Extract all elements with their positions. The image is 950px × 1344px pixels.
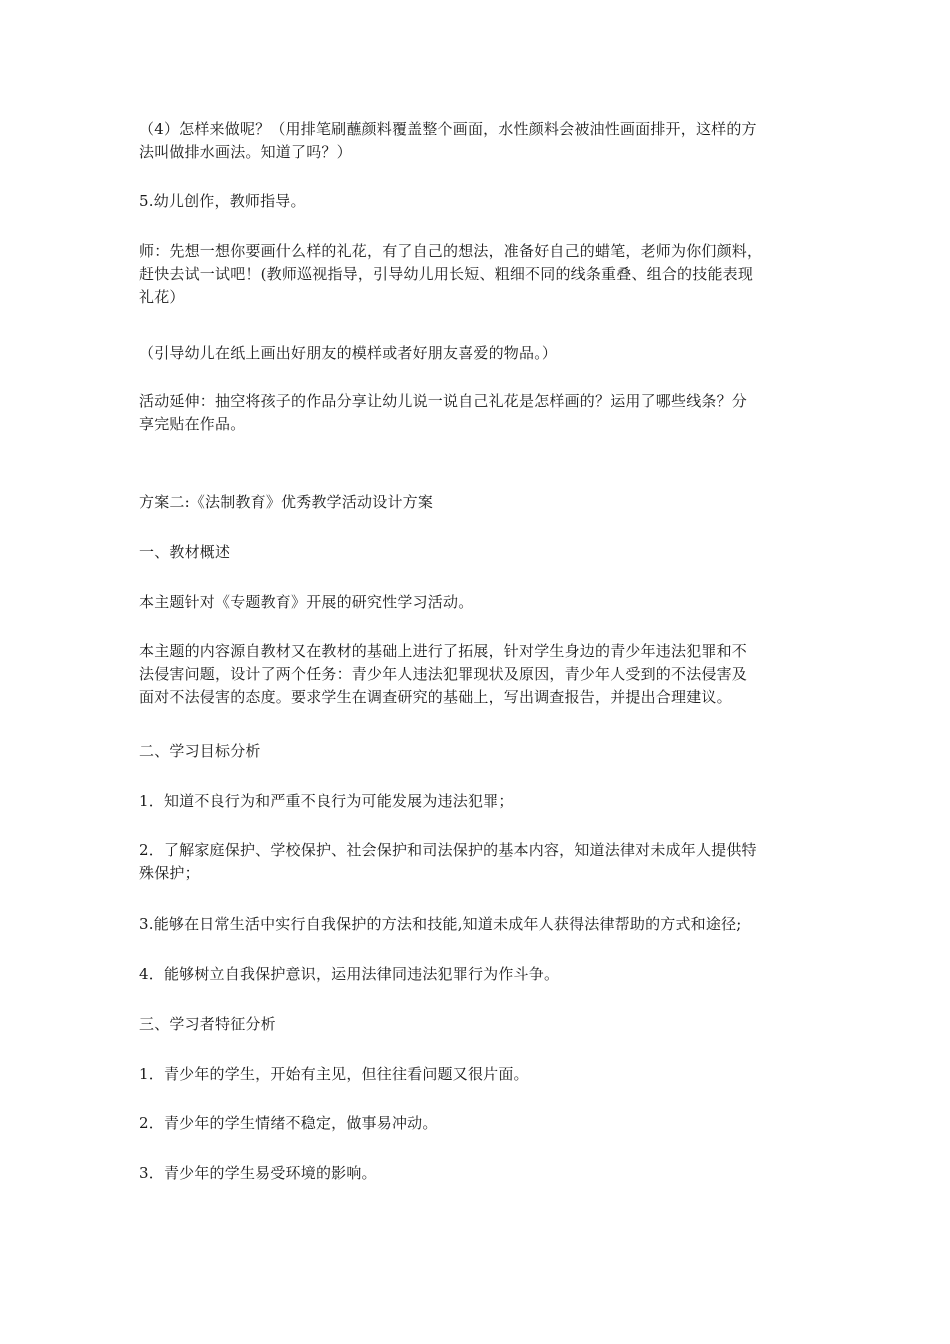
text-line: 二、学习目标分析 [139, 742, 261, 760]
heading-learning-objectives [139, 740, 814, 763]
text-line: 一、教材概述 [139, 543, 231, 561]
text-line: 殊保护； [139, 864, 200, 882]
text-line: 1．知道不良行为和严重不良行为可能发展为违法犯罪； [139, 792, 514, 810]
paragraph-theme-content [139, 640, 814, 709]
text-line: 礼花） [139, 288, 185, 306]
paragraph-activity-extension [139, 390, 814, 436]
text-line: 享完贴在作品。 [139, 415, 246, 433]
text-line: 师：先想一想你要画什么样的礼花，有了自己的想法，准备好自己的蜡笔，老师为你们颜料， [139, 242, 763, 260]
learner-item-2 [139, 1112, 814, 1135]
text-line: 法侵害问题，设计了两个任务：青少年人违法犯罪现状及原因，青少年人受到的不法侵害及 [139, 665, 748, 683]
paragraph-theme [139, 591, 814, 614]
text-line: （4）怎样来做呢？（用排笔刷蘸颜料覆盖整个画面，水性颜料会被油性画面排开，这样的方 [139, 120, 757, 138]
objective-item-4 [139, 963, 814, 986]
learner-item-3 [139, 1162, 814, 1185]
text-line: 活动延伸：抽空将孩子的作品分享让幼儿说一说自己礼花是怎样画的？运用了哪些线条？分 [139, 392, 748, 410]
learner-item-1 [139, 1063, 814, 1086]
paragraph-step-4 [139, 118, 814, 164]
text-line: 本主题的内容源自教材又在教材的基础上进行了拓展，针对学生身边的青少年违法犯罪和不 [139, 642, 748, 660]
objective-item-2 [139, 839, 814, 885]
text-line: 三、学习者特征分析 [139, 1015, 276, 1033]
paragraph-step-5 [139, 190, 814, 213]
text-line: 方案二:《法制教育》优秀教学活动设计方案 [139, 493, 434, 511]
text-line: 2．了解家庭保护、学校保护、社会保护和司法保护的基本内容，知道法律对未成年人提供特 [139, 841, 757, 859]
text-line: 法叫做排水画法。知道了吗？） [139, 143, 352, 161]
text-line: 2．青少年的学生情绪不稳定，做事易冲动。 [139, 1114, 438, 1132]
objective-item-3 [139, 913, 814, 936]
text-line: 3．青少年的学生易受环境的影响。 [139, 1164, 377, 1182]
text-line: 4．能够树立自我保护意识，运用法律同违法犯罪行为作斗争。 [139, 965, 560, 983]
text-line: 赶快去试一试吧！(教师巡视指导，引导幼儿用长短、粗细不同的线条重叠、组合的技能表现 [139, 265, 754, 283]
text-line: （引导幼儿在纸上画出好朋友的模样或者好朋友喜爱的物品。） [139, 344, 558, 362]
text-line: 1．青少年的学生，开始有主见，但往往看问题又很片面。 [139, 1065, 529, 1083]
paragraph-teacher-instruction [139, 240, 814, 309]
text-line: 面对不法侵害的态度。要求学生在调查研究的基础上，写出调查报告，并提出合理建议。 [139, 688, 732, 706]
heading-material-overview [139, 541, 814, 564]
paragraph-guidance [139, 342, 814, 365]
objective-item-1 [139, 790, 814, 813]
heading-learner-analysis [139, 1013, 814, 1036]
section-title-plan-two [139, 491, 814, 514]
text-line: 5.幼儿创作，教师指导。 [139, 192, 306, 210]
text-line: 本主题针对《专题教育》开展的研究性学习活动。 [139, 593, 474, 611]
text-line: 3.能够在日常生活中实行自我保护的方法和技能,知道未成年人获得法律帮助的方式和途径; [139, 915, 742, 933]
